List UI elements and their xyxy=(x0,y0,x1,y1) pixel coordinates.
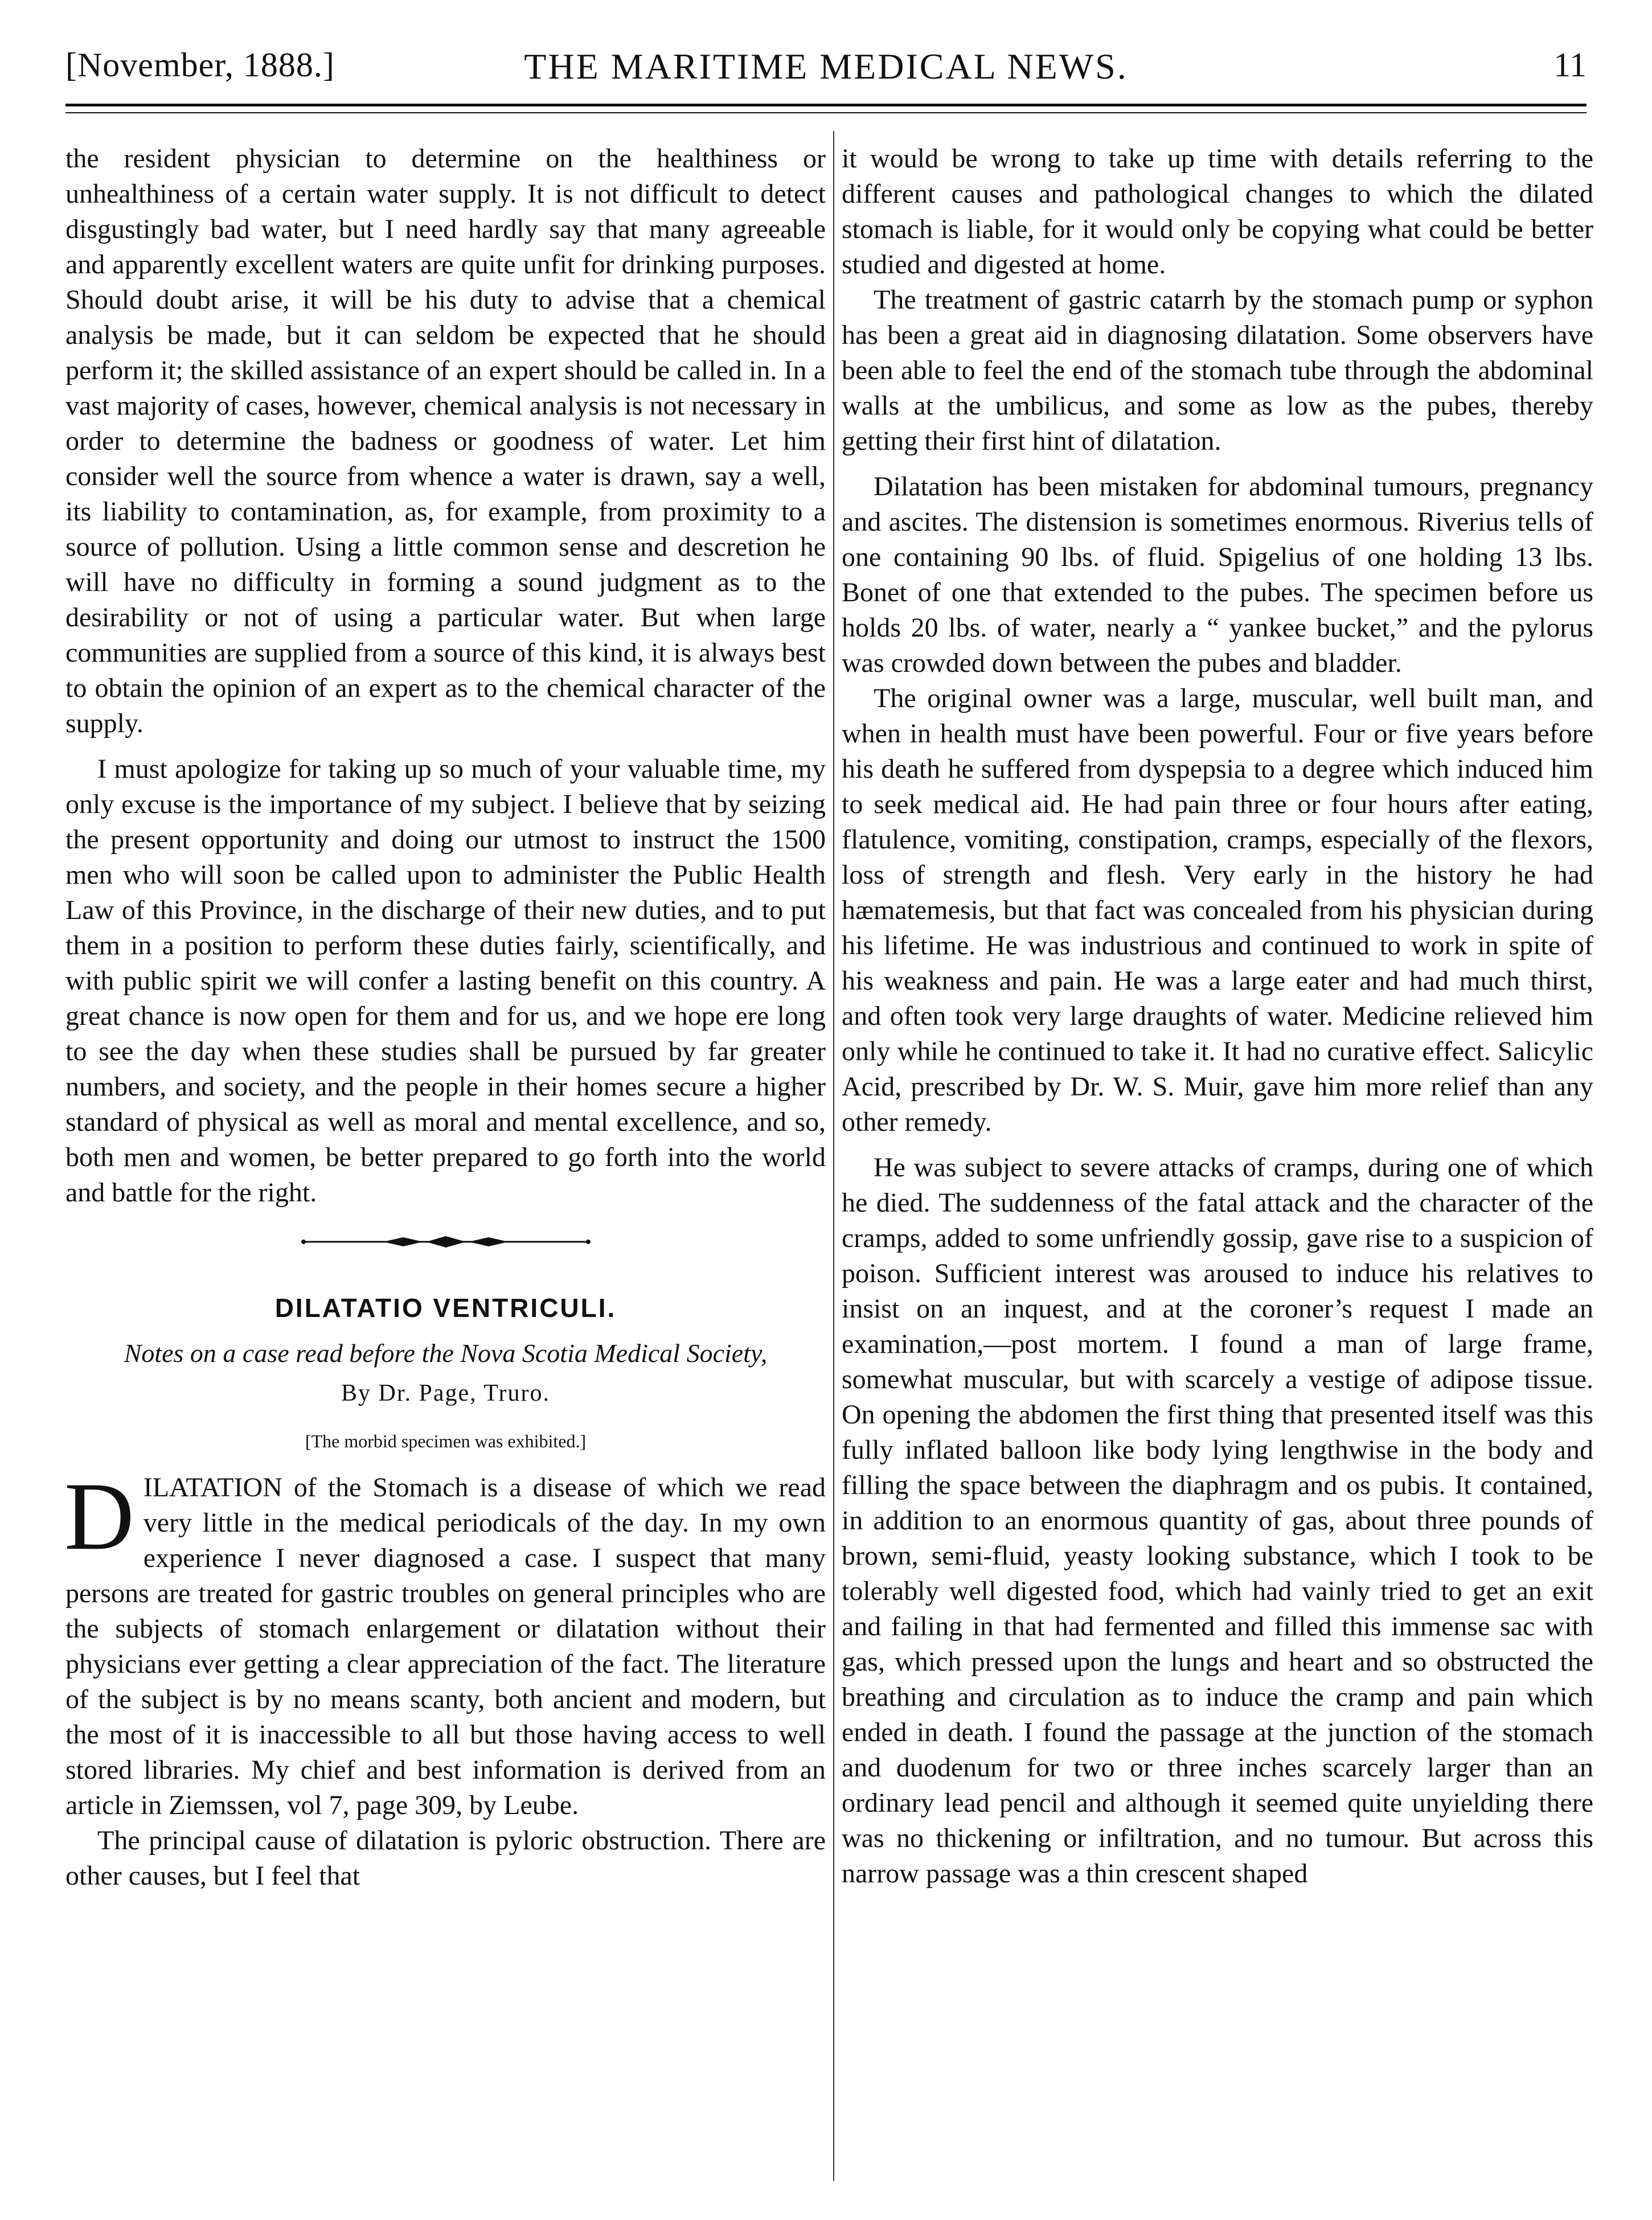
article-title: DILATATIO VENTRICULI. xyxy=(274,1293,617,1323)
header-rule-thin xyxy=(65,112,1587,113)
specimen-note: [The morbid specimen was exhibited.] xyxy=(305,1431,587,1451)
ornament-divider-icon xyxy=(298,1233,594,1250)
left-column xyxy=(65,141,826,1894)
article-byline: By Dr. Page, Truro. xyxy=(341,1380,551,1406)
header-rule-thick xyxy=(65,104,1587,106)
article-subtitle: Notes on a case read before the Nova Scotia Medical Society, xyxy=(124,1339,768,1368)
journal-title: THE MARITIME MEDICAL NEWS. xyxy=(524,46,1128,87)
column-divider xyxy=(833,131,834,2181)
paragraph-case-history: The original owner was a large, muscular, well built man, and when in health must have been powerful. Four or five years before his death he suffered from dyspepsia to a degree which induced him to seek medical aid. He had pain three or four hours after eating, flatulence, vomiting, constipation, cramps, especially of the flexors, loss of strength and flesh. Very early in the history he had hæmatemesis, but that fact was concealed from his physician during his lifetime. He was industrious and continued to work in spite of his weakness and pain. He was a large eater and had much thirst, and often took very large draughts of water. Medicine relieved him only while he continued to take it. It had no curative effect. Salicylic Acid, prescribed by Dr. W. S. Muir, gave him more relief than any other remedy. xyxy=(842,683,1593,1137)
paragraph-details: it would be wrong to take up time with details referring to the different causes and pathological changes to which the dilated stomach is liable, for it would only be copying what could be better studied and digested at home. xyxy=(842,143,1593,280)
section-ornament xyxy=(65,1228,826,1267)
right-column xyxy=(842,141,1593,1891)
page-header xyxy=(65,46,1587,91)
article-opening xyxy=(64,1463,826,1823)
drop-cap: D xyxy=(64,1463,134,1570)
paragraph-treatment: The treatment of gastric catarrh by the stomach pump or syphon has been a great aid in diagnosing dilatation. Some observers have been able to feel the end of the stomach tube through the abdominal walls at the umbilicus, and some as low as the pubes, thereby getting their first hint of dilatation. xyxy=(842,285,1593,456)
paragraph-dilatation-intro: ILATATION of the Stomach is a disease of which we read very little in the medical periodicals of the day. In my own experience I never diagnosed a case. I suspect that many persons are treated for gastric troubles on general principles who are the subjects of stomach enlargement or dilatation without their physicians ever getting a clear appreciation of the fact. The literature of the subject is by no means scanty, both ancient and modern, but the most of it is inaccessible to all but those having access to well stored libraries. My chief and best information is derived from an article in Ziemssen, vol 7, page 309, by Leube. xyxy=(65,1472,826,1820)
paragraph-distension: Dilatation has been mistaken for abdominal tumours, pregnancy and ascites. The distension is sometimes enormous. Riverius tells of one containing 90 lbs. of fluid. Spigelius of one holding 13 lbs. Bonet of one that extended to the pubes. The specimen before us holds 20 lbs. of water, nearly a “ yankee bucket,” and the pylorus was crowded down between the pubes and bladder. xyxy=(842,471,1593,678)
paragraph-principal-cause: The principal cause of dilatation is pyloric obstruction. There are other causes, but I feel that xyxy=(65,1825,826,1891)
paragraph-apology: I must apologize for taking up so much of your valuable time, my only excuse is the importance of my subject. I believe that by seizing the present opportunity and doing our utmost to instruct the 1500 men who will soon be called upon to administer the Public Health Law of this Province, in the discharge of their new duties, and to put them in a position to perform these duties fairly, scientifically, and with public spirit we will confer a lasting benefit on this country. A great chance is now open for them and for us, and we hope ere long to see the day when these studies shall be pursued by far greater numbers, and society, and the people in their homes secure a higher standard of physical as well as moral and mental excellence, and so, both men and women, be better prepared to go forth into the world and battle for the right. xyxy=(65,754,826,1208)
paragraph-post-mortem: He was subject to severe attacks of cramps, during one of which he died. The suddenness of the fatal attack and the character of the cramps, added to some unfriendly gossip, gave rise to a suspicion of poison. Sufficient interest was aroused to induce his relatives to insist on an inquest, and at the coroner’s request I made an examination,—post mortem. I found a man of large frame, somewhat muscular, but with scarcely a vestige of adipose tissue. On opening the abdomen the first thing that presented itself was this fully inflated balloon like body lying lengthwise in the body and filling the space between the diaphragm and os pubis. It contained, in addition to an enormous quantity of gas, about three pounds of brown, semi-fluid, yeasty looking substance, which I took to be tolerably well digested food, which had vainly tried to get an exit and failing in that had fermented and filled this immense sac with gas, which pressed upon the lungs and heart and so obstructed the breathing and circulation as to induce the cramp and pain which ended in death. I found the passage at the junction of the stomach and duodenum for two or three inches scarcely larger than an ordinary lead pencil and although it seemed quite unyielding there was no thickening or infiltration, and no tumour. But across this narrow passage was a thin crescent shaped xyxy=(842,1152,1593,1889)
issue-date: [November, 1888.] xyxy=(65,46,335,84)
paragraph-water-supply: the resident physician to determine on the healthiness or unhealthiness of a certain water supply. It is not difficult to detect disgustingly bad water, but I need hardly say that many agreeable and apparently excellent waters are quite unfit for drinking purposes. Should doubt arise, it will be his duty to advise that a chemical analysis be made, but it can seldom be expected that he should perform it; the skilled assistance of an expert should be called in. In a vast majority of cases, however, chemical analysis is not necessary in order to determine the badness or goodness of water. Let him consider well the source from whence a water is drawn, say a well, its liability to contamination, as, for example, from proximity to a source of pollution. Using a little common sense and descretion he will have no difficulty in forming a sound judgment as to the desirability or not of using a particular water. But when large communities are supplied from a source of this kind, it is always best to obtain the opinion of an expert as to the chemical character of the supply. xyxy=(65,143,826,738)
page-number: 11 xyxy=(1553,46,1587,84)
